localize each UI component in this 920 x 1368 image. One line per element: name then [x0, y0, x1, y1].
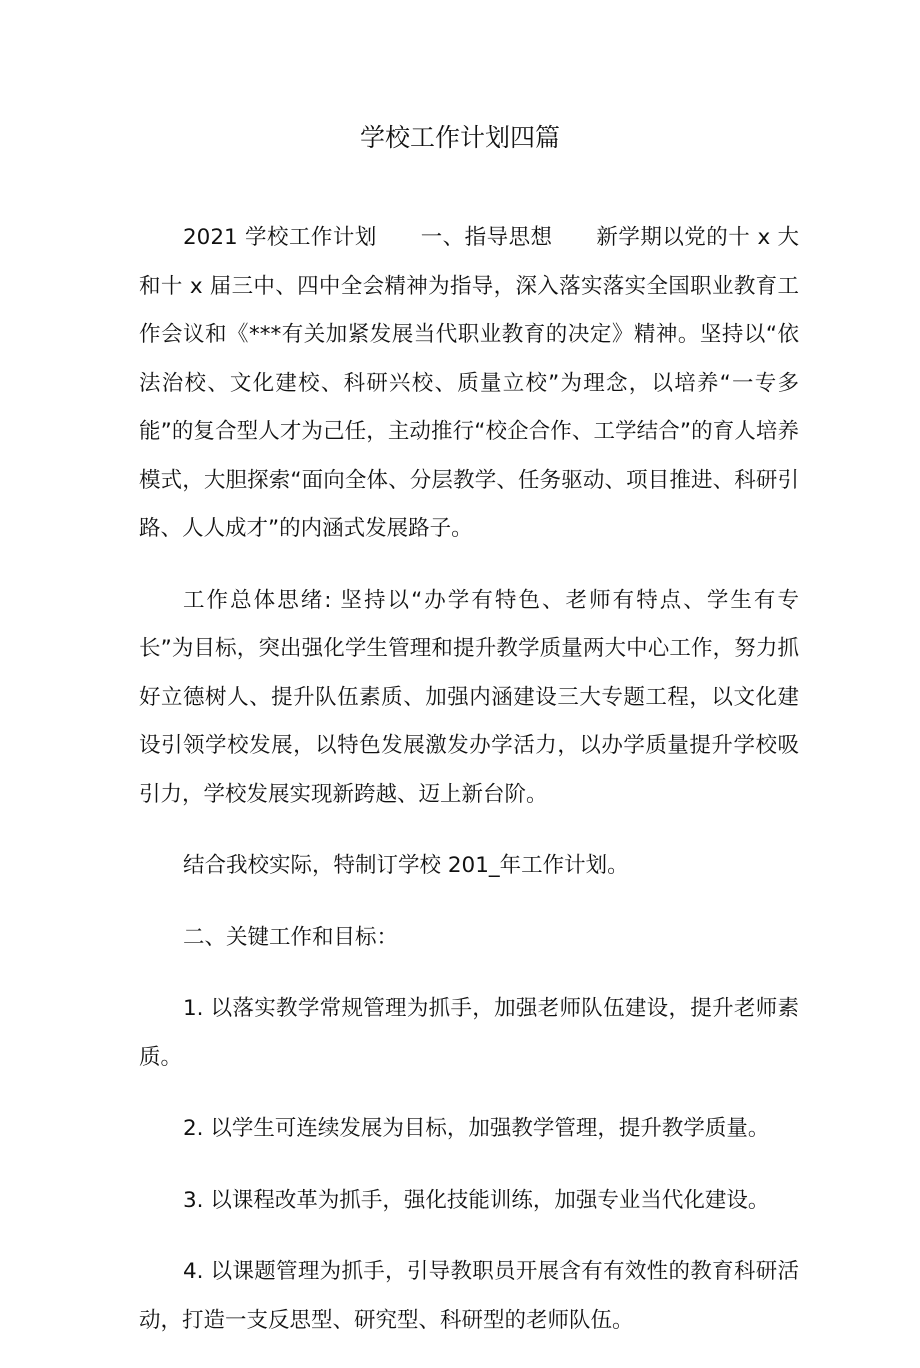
paragraph-plan-statement: 结合我校实际，特制订学校 201_年工作计划。 [183, 853, 629, 878]
list-item-2: 2. 以学生可连续发展为目标，加强教学管理，提升教学质量。 [183, 1116, 770, 1141]
paragraph-guiding-thought: 2021 学校工作计划 一、指导思想 新学期以党的十 x 大和十 x 届三中、四中全会精神为指导，深入落实落实全国职业教育工作会议和《***有关加紧发展当代职业教育的决定》精神。坚持以“依法治校、文化建校、科研兴校、质量立校”为理念，以培养“一专多能”的复合型人才为己任，主动推行“校企合作、工学结合”的育人培养模式，大胆探索“面向全体、分层教学、任务驱动、项目推进、科研引路、人人成才”的内涵式发展路子。 [139, 225, 799, 541]
document-title: 学校工作计划四篇 [359, 123, 560, 152]
list-item-4: 4. 以课题管理为抓手，引导教职员开展含有有效性的教育科研活动，打造一支反思型、研究型、科研型的老师队伍。 [139, 1259, 799, 1333]
document-body [139, 214, 799, 1368]
paragraph-overall-idea: 工作总体思绪: 坚持以“办学有特色、老师有特点、学生有专长”为目标，突出强化学生管理和提升教学质量两大中心工作，努力抓好立德树人、提升队伍素质、加强内涵建设三大专题工程，以文化建设引领学校发展，以特色发展激发办学活力，以办学质量提升学校吸引力，学校发展实现新跨越、迈上新台阶。 [139, 587, 799, 807]
list-item-3: 3. 以课程改革为抓手，强化技能训练，加强专业当代化建设。 [183, 1187, 770, 1213]
section-heading-key-work: 二、关键工作和目标： [183, 924, 399, 950]
list-item-1: 1. 以落实教学常规管理为抓手，加强老师队伍建设，提升老师素质。 [139, 996, 799, 1070]
